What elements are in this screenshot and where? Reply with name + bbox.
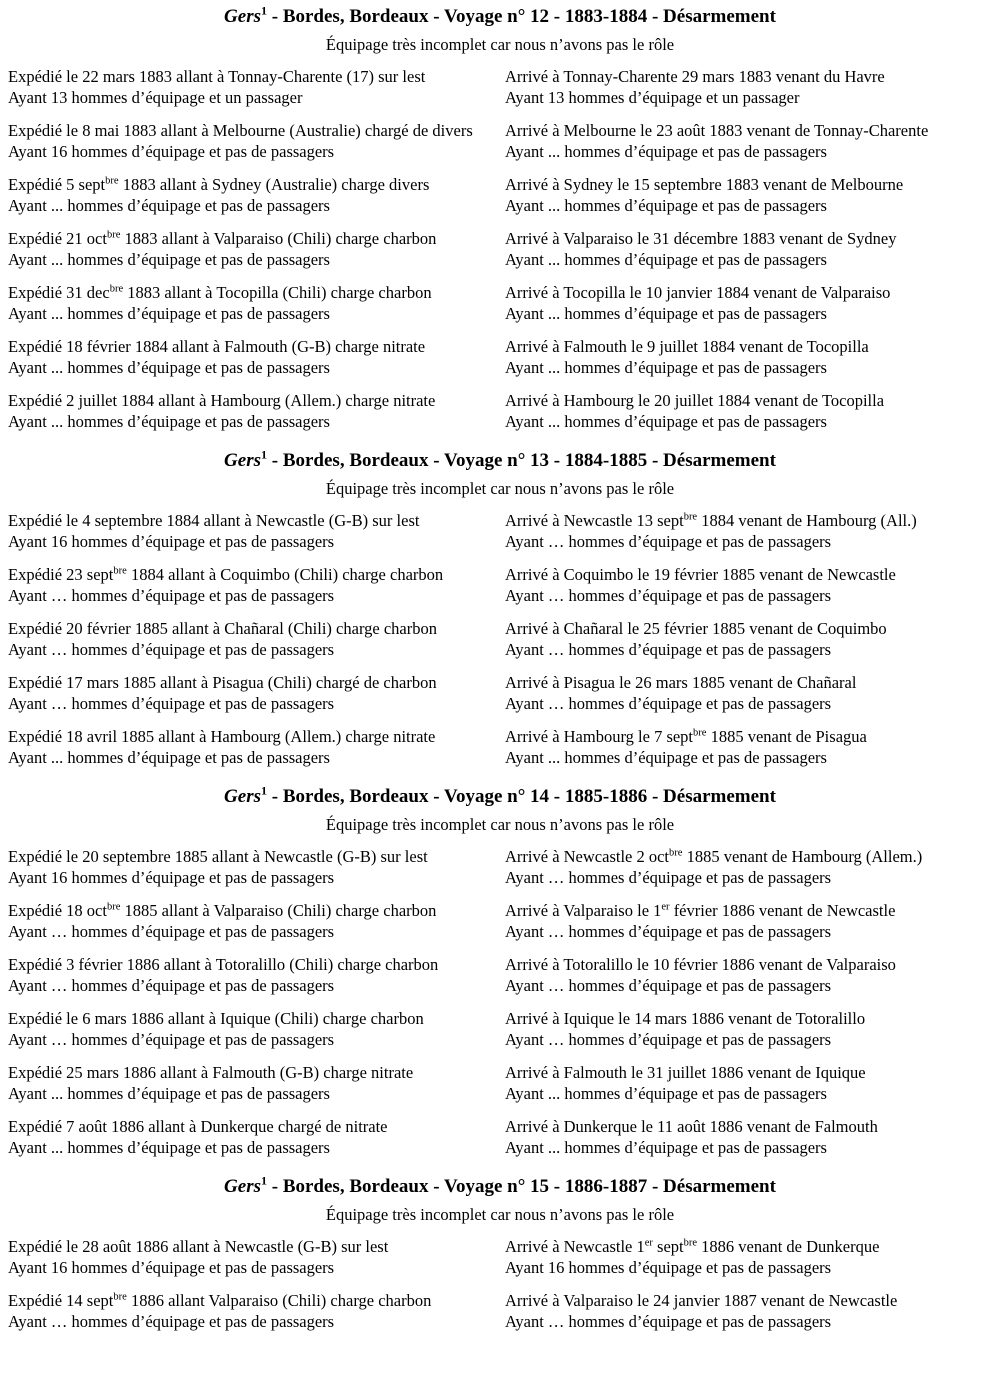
ship-name: Gers [224,1176,261,1197]
footnote-marker: 1 [261,1173,267,1188]
departure-cell [8,672,505,714]
voyage-entry [8,846,992,888]
arrival-line: Ayant ... hommes d’équipage et pas de passagers [505,1084,827,1103]
arrival-line: Ayant ... hommes d’équipage et pas de passagers [505,748,827,767]
departure-line: Ayant 16 hommes d’équipage et pas de passagers [8,142,335,161]
voyage-entry [8,228,992,270]
departure-line: Expédié 31 dec$^{bre}$ 1883 allant à Tocopilla (Chili) charge charbon [8,283,432,302]
voyage-entry [8,1116,992,1158]
arrival-cell [505,1116,992,1158]
departure-line: Expédié 18 avril 1885 allant à Hambourg (Allem.) charge nitrate [8,727,436,746]
arrival-cell [505,336,992,378]
departure-line: Expédié 17 mars 1885 allant à Pisagua (Chili) chargé de charbon [8,673,437,692]
arrival-cell [505,564,992,606]
departure-line: Ayant ... hommes d’équipage et pas de passagers [8,1084,330,1103]
departure-cell [8,564,505,606]
departure-cell [8,282,505,324]
footnote-marker: 1 [261,3,267,18]
departure-cell [8,390,505,432]
footnote-marker: 1 [261,783,267,798]
arrival-line: Arrivé à Dunkerque le 11 août 1886 venant de Falmouth [505,1117,878,1136]
arrival-line: Arrivé à Falmouth le 9 juillet 1884 venant de Tocopilla [505,337,869,356]
arrival-cell [505,174,992,216]
voyage-section-15 [8,1173,992,1332]
departure-line: Expédié le 22 mars 1883 allant à Tonnay-Charente (17) sur lest [8,67,426,86]
departure-line: Expédié 21 oct$^{bre}$ 1883 allant à Valparaiso (Chili) charge charbon [8,229,437,248]
voyage-entry [8,1236,992,1278]
section-subtitle: Équipage très incomplet car nous n’avons pas le rôle [325,1205,675,1224]
departure-cell [8,174,505,216]
departure-line: Expédié 25 mars 1886 allant à Falmouth (G-B) charge nitrate [8,1063,414,1082]
departure-line: Ayant … hommes d’équipage et pas de passagers [8,640,335,659]
section-title [8,1173,992,1197]
voyage-entry [8,564,992,606]
arrival-line: Arrivé à Tonnay-Charente 29 mars 1883 venant du Havre [505,67,885,86]
departure-cell [8,1008,505,1050]
departure-cell [8,510,505,552]
departure-line: Expédié 23 sept$^{bre}$ 1884 allant à Coquimbo (Chili) charge charbon [8,565,444,584]
section-title [8,447,992,471]
departure-line: Ayant 16 hommes d’équipage et pas de passagers [8,532,335,551]
arrival-cell [505,846,992,888]
arrival-line: Ayant … hommes d’équipage et pas de passagers [505,640,832,659]
ship-name: Gers [224,450,261,471]
voyage-entry [8,390,992,432]
voyage-entry [8,900,992,942]
departure-cell [8,954,505,996]
entries-list [8,846,992,1158]
departure-line: Ayant ... hommes d’équipage et pas de passagers [8,1138,330,1157]
departure-line: Expédié 18 février 1884 allant à Falmouth (G-B) charge nitrate [8,337,426,356]
section-title [8,3,992,27]
arrival-line: Arrivé à Hambourg le 7 sept$^{bre}$ 1885 venant de Pisagua [505,727,867,746]
arrival-line: Ayant 13 hommes d’équipage et un passager [505,88,800,107]
departure-line: Expédié 2 juillet 1884 allant à Hambourg (Allem.) charge nitrate [8,391,436,410]
section-title-text: - Bordes, Bordeaux - Voyage n° 14 - 1885-1886 - Désarmement [267,786,776,807]
voyage-entry [8,282,992,324]
departure-line: Ayant … hommes d’équipage et pas de passagers [8,976,335,995]
arrival-cell [505,900,992,942]
arrival-line: Ayant ... hommes d’équipage et pas de passagers [505,412,827,431]
departure-line: Ayant ... hommes d’équipage et pas de passagers [8,748,330,767]
arrival-line: Arrivé à Iquique le 14 mars 1886 venant de Totoralillo [505,1009,866,1028]
arrival-cell [505,954,992,996]
ship-name: Gers [224,6,261,27]
voyage-entry [8,618,992,660]
arrival-cell [505,618,992,660]
departure-line: Expédié 3 février 1886 allant à Totoralillo (Chili) charge charbon [8,955,439,974]
arrival-line: Ayant ... hommes d’équipage et pas de passagers [505,250,827,269]
arrival-cell [505,726,992,768]
departure-line: Ayant … hommes d’équipage et pas de passagers [8,1030,335,1049]
arrival-line: Ayant … hommes d’équipage et pas de passagers [505,532,832,551]
arrival-cell [505,510,992,552]
departure-cell [8,228,505,270]
departure-cell [8,120,505,162]
section-subtitle: Équipage très incomplet car nous n’avons pas le rôle [325,815,675,834]
arrival-cell [505,1236,992,1278]
departure-cell [8,846,505,888]
departure-cell [8,336,505,378]
departure-cell [8,900,505,942]
voyage-entry [8,336,992,378]
arrival-line: Arrivé à Valparaiso le 31 décembre 1883 venant de Sydney [505,229,897,248]
arrival-line: Arrivé à Valparaiso le 1er février 1886 venant de Newcastle [505,901,896,920]
arrival-cell [505,66,992,108]
arrival-line: Arrivé à Falmouth le 31 juillet 1886 venant de Iquique [505,1063,866,1082]
voyage-section-14 [8,783,992,1158]
arrival-line: Arrivé à Melbourne le 23 août 1883 venant de Tonnay-Charente [505,121,929,140]
voyage-entry [8,954,992,996]
departure-line: Expédié 20 février 1885 allant à Chañaral (Chili) charge charbon [8,619,437,638]
arrival-line: Ayant … hommes d’équipage et pas de passagers [505,922,832,941]
departure-line: Ayant 13 hommes d’équipage et un passager [8,88,303,107]
entries-list [8,1236,992,1332]
voyage-entry [8,120,992,162]
arrival-line: Ayant 16 hommes d’équipage et pas de passagers [505,1258,832,1277]
departure-cell [8,1116,505,1158]
arrival-line: Ayant ... hommes d’équipage et pas de passagers [505,1138,827,1157]
departure-line: Expédié 14 sept$^{bre}$ 1886 allant Valparaiso (Chili) charge charbon [8,1291,432,1310]
voyage-entry [8,66,992,108]
departure-cell [8,618,505,660]
arrival-cell [505,390,992,432]
departure-line: Ayant 16 hommes d’équipage et pas de passagers [8,868,335,887]
arrival-line: Arrivé à Coquimbo le 19 février 1885 venant de Newcastle [505,565,896,584]
departure-line: Ayant ... hommes d’équipage et pas de passagers [8,412,330,431]
departure-line: Expédié le 6 mars 1886 allant à Iquique (Chili) charge charbon [8,1009,424,1028]
arrival-cell [505,282,992,324]
departure-line: Ayant … hommes d’équipage et pas de passagers [8,586,335,605]
departure-cell [8,1236,505,1278]
arrival-line: Ayant … hommes d’équipage et pas de passagers [505,868,832,887]
arrival-line: Ayant ... hommes d’équipage et pas de passagers [505,358,827,377]
entries-list [8,510,992,768]
departure-line: Ayant 16 hommes d’équipage et pas de passagers [8,1258,335,1277]
arrival-line: Arrivé à Valparaiso le 24 janvier 1887 venant de Newcastle [505,1291,898,1310]
departure-line: Ayant … hommes d’équipage et pas de passagers [8,1312,335,1331]
section-subtitle: Équipage très incomplet car nous n’avons pas le rôle [325,35,675,54]
voyage-entry [8,1062,992,1104]
departure-line: Ayant ... hommes d’équipage et pas de passagers [8,250,330,269]
arrival-cell [505,1290,992,1332]
section-title-text: - Bordes, Bordeaux - Voyage n° 15 - 1886-1887 - Désarmement [267,1176,776,1197]
entries-list [8,66,992,432]
section-title [8,783,992,807]
section-subtitle: Équipage très incomplet car nous n’avons pas le rôle [325,479,675,498]
departure-line: Expédié le 4 septembre 1884 allant à Newcastle (G-B) sur lest [8,511,420,530]
arrival-cell [505,672,992,714]
arrival-line: Arrivé à Tocopilla le 10 janvier 1884 venant de Valparaiso [505,283,891,302]
departure-line: Expédié le 8 mai 1883 allant à Melbourne (Australie) chargé de divers [8,121,473,140]
voyage-entry [8,1008,992,1050]
arrival-cell [505,1008,992,1050]
departure-line: Ayant ... hommes d’équipage et pas de passagers [8,358,330,377]
departure-line: Expédié 18 oct$^{bre}$ 1885 allant à Valparaiso (Chili) charge charbon [8,901,437,920]
voyage-entry [8,1290,992,1332]
arrival-line: Arrivé à Totoralillo le 10 février 1886 venant de Valparaiso [505,955,896,974]
departure-line: Ayant … hommes d’équipage et pas de passagers [8,922,335,941]
arrival-line: Ayant … hommes d’équipage et pas de passagers [505,1312,832,1331]
arrival-cell [505,1062,992,1104]
arrival-line: Ayant … hommes d’équipage et pas de passagers [505,1030,832,1049]
arrival-line: Arrivé à Chañaral le 25 février 1885 venant de Coquimbo [505,619,887,638]
departure-line: Expédié le 20 septembre 1885 allant à Newcastle (G-B) sur lest [8,847,428,866]
arrival-line: Ayant ... hommes d’équipage et pas de passagers [505,142,827,161]
arrival-line: Ayant … hommes d’équipage et pas de passagers [505,976,832,995]
arrival-line: Ayant ... hommes d’équipage et pas de passagers [505,304,827,323]
section-title-text: - Bordes, Bordeaux - Voyage n° 12 - 1883-1884 - Désarmement [267,6,776,27]
arrival-line: Arrivé à Pisagua le 26 mars 1885 venant de Chañaral [505,673,857,692]
voyage-section-12 [8,3,992,432]
arrival-cell [505,120,992,162]
departure-line: Expédié 7 août 1886 allant à Dunkerque chargé de nitrate [8,1117,388,1136]
departure-line: Expédié 5 sept$^{bre}$ 1883 allant à Sydney (Australie) charge divers [8,175,430,194]
footnote-marker: 1 [261,447,267,462]
arrival-line: Ayant … hommes d’équipage et pas de passagers [505,586,832,605]
voyage-entry [8,672,992,714]
arrival-cell [505,228,992,270]
arrival-line: Arrivé à Sydney le 15 septembre 1883 venant de Melbourne [505,175,904,194]
voyage-entry [8,174,992,216]
departure-cell [8,66,505,108]
departure-line: Ayant ... hommes d’équipage et pas de passagers [8,196,330,215]
departure-cell [8,726,505,768]
departure-line: Ayant ... hommes d’équipage et pas de passagers [8,304,330,323]
voyage-entry [8,510,992,552]
arrival-line: Arrivé à Hambourg le 20 juillet 1884 venant de Tocopilla [505,391,885,410]
departure-cell [8,1290,505,1332]
departure-line: Ayant … hommes d’équipage et pas de passagers [8,694,335,713]
voyage-entry [8,726,992,768]
departure-cell [8,1062,505,1104]
arrival-line: Ayant ... hommes d’équipage et pas de passagers [505,196,827,215]
arrival-line: Arrivé à Newcastle 13 sept$^{bre}$ 1884 venant de Hambourg (All.) [505,511,917,530]
departure-line: Expédié le 28 août 1886 allant à Newcastle (G-B) sur lest [8,1237,389,1256]
voyage-section-13 [8,447,992,768]
ship-name: Gers [224,786,261,807]
section-title-text: - Bordes, Bordeaux - Voyage n° 13 - 1884-1885 - Désarmement [267,450,776,471]
arrival-line: Arrivé à Newcastle 1er sept$^{bre}$ 1886 venant de Dunkerque [505,1237,880,1256]
arrival-line: Arrivé à Newcastle 2 oct$^{bre}$ 1885 venant de Hambourg (Allem.) [505,847,923,866]
arrival-line: Ayant … hommes d’équipage et pas de passagers [505,694,832,713]
